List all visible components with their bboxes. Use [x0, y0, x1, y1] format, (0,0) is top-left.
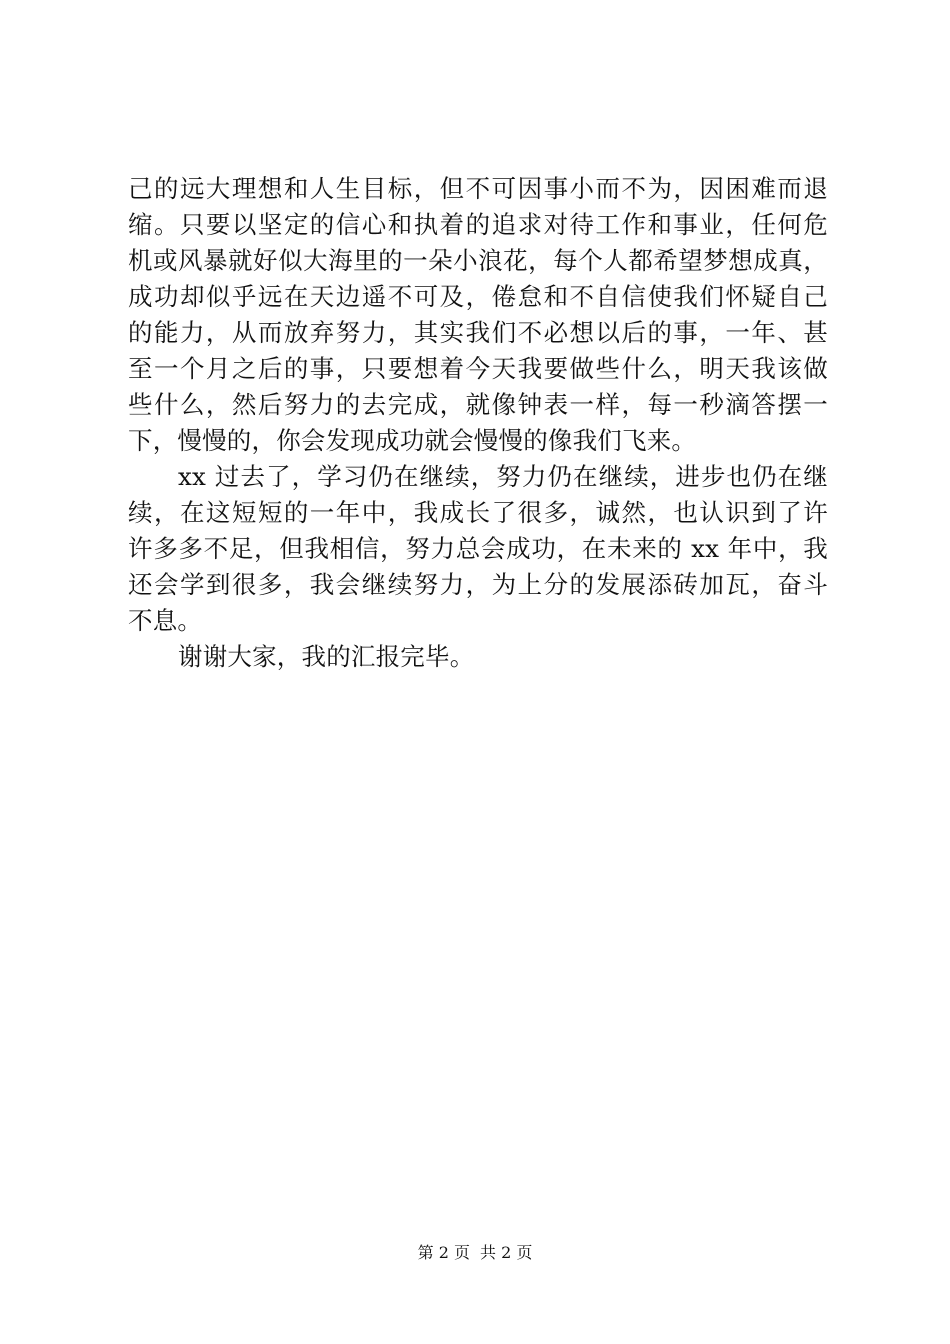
text-line: 还会学到很多，我会继续努力，为上分的发展添砖加瓦，奋斗	[128, 570, 828, 599]
text-line: 机或风暴就好似大海里的一朵小浪花，每个人都希望梦想成真，	[128, 246, 828, 275]
paragraph-closing	[128, 639, 828, 675]
text-line: 的能力，从而放弃努力，其实我们不必想以后的事，一年、甚	[128, 318, 828, 347]
text-line: 续，在这短短的一年中，我成长了很多，诚然，也认识到了许	[128, 498, 828, 527]
text-line: 成功却似乎远在天边遥不可及，倦怠和不自信使我们怀疑自己	[128, 282, 828, 311]
text-line: 缩。只要以坚定的信心和执着的追求对待工作和事业，任何危	[128, 210, 828, 239]
text-line: xx 过去了，学习仍在继续，努力仍在继续，进步也仍在继	[178, 462, 828, 491]
text-line: 许多多不足，但我相信，努力总会成功，在未来的 xx 年中，我	[128, 534, 828, 563]
text-line: 不息。	[128, 606, 203, 635]
page-total: 共 2 页	[480, 1243, 533, 1262]
text-line: 下，慢慢的，你会发现成功就会慢慢的像我们飞来。	[128, 426, 697, 455]
paragraph-continuation	[128, 171, 828, 459]
text-line: 己的远大理想和人生目标，但不可因事小而不为，因困难而退	[128, 174, 828, 203]
text-line: 些什么，然后努力的去完成，就像钟表一样，每一秒滴答摆一	[128, 390, 828, 419]
text-line: 谢谢大家，我的汇报完毕。	[178, 642, 475, 671]
page-footer	[0, 1242, 950, 1264]
paragraph-summary	[128, 459, 828, 639]
text-line: 至一个月之后的事，只要想着今天我要做些什么，明天我该做	[128, 354, 828, 383]
document-body	[128, 171, 828, 675]
page-number: 第 2 页	[417, 1243, 470, 1262]
